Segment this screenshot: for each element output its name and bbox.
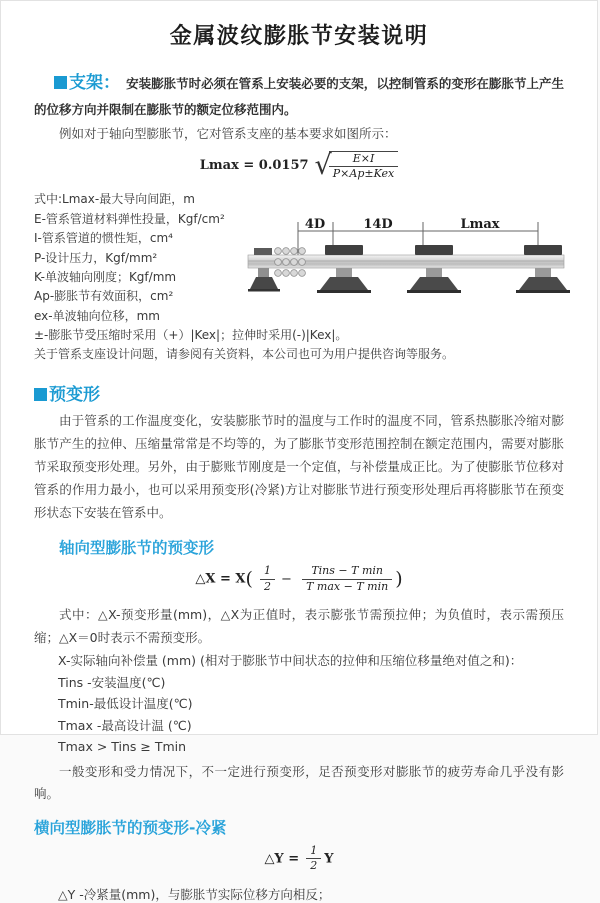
preform-section-heading-row [34,380,564,405]
section-marker-icon [54,76,67,89]
formula-lmax-fraction [329,151,398,182]
axial-shizhong-paragraph: 式中：△X-预变形量(mm)，△X为正值时，表示膨张节需预拉伸；为负值时，表示需预压缩；△X＝0时表示不需预变形。 [34,607,564,645]
definition-row: Ap-膨胀节有效面积，cm² [34,289,174,304]
axial-closing-paragraph: 一般变形和受力情况下，不一定进行预变形，足否预变形对膨胀节的疲劳寿命几乎没有影响。 [34,763,564,802]
definition-row: 关于管系支座设计问题，请参阅有关资料，本公司也可为用户提供咨询等服务。 [34,347,455,362]
dim-label-lmax: Lmax [460,217,500,233]
radical-sign: √ [314,150,332,182]
page-title: 金属波纹膨胀节安装说明 [169,24,429,49]
right-paren: ) [395,568,403,591]
definition-row: 式中:Lmax-最大导向间距，m [34,192,195,207]
definition-row: K-单波轴向刚度；Kgf/mm [34,269,177,284]
formula-dy-lhs: △Y = [264,850,300,866]
formula-delta-x [34,564,564,594]
preform-section-heading: 预变形 [49,384,100,405]
left-paren: ( [245,568,253,591]
lateral-subheading: 横向型膨胀节的预变形-冷紧 [34,818,227,837]
fraction-denominator: P×Ap±Kex [332,166,395,180]
pipe-support-icon [317,245,371,293]
axial-subheading: 轴向型膨胀节的预变形 [59,539,215,558]
section-marker-icon [34,388,47,401]
formula-delta-y [34,844,564,874]
one-half-fraction [260,564,275,594]
minus-sign: − [281,571,292,587]
axial-definition-line: Tmax > Tins ≥ Tmin [58,739,187,755]
formula-lmax [34,150,564,181]
support-example-text: 例如对于轴向型膨胀节，它对管系支座的基本要求如图所示： [59,126,397,142]
one-half-fraction [306,844,321,874]
formula-dx-lhs: △X = X [195,571,246,587]
dim-label-14d: 14D [363,217,393,233]
fraction-denominator: 2 [264,579,272,593]
axial-definition-line: Tmax -最高设计温 (℃) [58,717,192,733]
anchor-support-icon [248,248,280,292]
fraction-numerator: 1 [260,564,275,579]
support-section-paragraph [34,68,564,121]
formula-lmax-lhs: Lmax = 0.0157 [199,158,309,174]
axial-definition-line: Tins -安装温度(℃) [58,674,166,690]
pipe-support-icon [516,245,570,293]
formula-dy-rhs: Y [324,850,334,866]
definitions-and-diagram [34,191,564,364]
dim-label-4d: 4D [304,217,326,233]
pipe-support-icon [407,245,461,293]
support-intro-text: 安装膨胀节时必须在管系上安装必要的支架，以控制管系的变形在膨胀节上产生的位移方向并限制在膨胀节的额定位移范围内。 [34,76,564,117]
lateral-note-line: △Y -冷紧量(mm)，与膨胀节实际位移方向相反； [58,887,331,903]
preform-paragraph: 由于管系的工作温度变化，安装膨胀节时的温度与工作时的温度不同，管系热膨胀冷缩对膨胀节产生的拉伸、压缩量常常是不均等的，为了膨胀节变形范围控制在额定范围内，需要对膨胀节采取预变形处理。另外，由于膨账节刚度是一个定值，与补偿量成正比。为了使膨胀节位移对管系的作用力最小，也可以采用预变形(冷紧)方让对膨胀节进行预变形处理后再将膨胀节在预变形状态下安装在管系中。 [34,412,564,521]
fraction-numerator: Tins − T min [302,564,392,579]
axial-definition-line: X-实际轴向补偿量 (mm) (相对于膨胀节中间状态的拉伸和压缩位移量绝对值之和)： [58,653,523,669]
fraction-numerator: 1 [306,844,321,859]
fraction-numerator: E×I [329,152,398,167]
definition-row: ±-膨胀节受压缩时采用（+）|Kex|；拉伸时采用(-)|Kex|。 [34,328,348,343]
definition-row: E-管系管道材料弹性投量，Kgf/cm² [34,211,225,226]
axial-definition-line: Tmin-最低设计温度(℃) [58,696,193,712]
definition-row: ex-单波轴向位移，mm [34,308,160,323]
fraction-denominator: T max − T min [306,579,389,593]
definition-row: I-管系管道的惯性矩，cm⁴ [34,231,173,246]
temperature-fraction [302,564,392,594]
support-section-heading: 支架： [69,73,121,93]
definition-row: P-设计压力，Kgf/mm² [34,250,158,265]
support-spacing-diagram [246,215,576,315]
fraction-denominator: 2 [310,858,318,872]
